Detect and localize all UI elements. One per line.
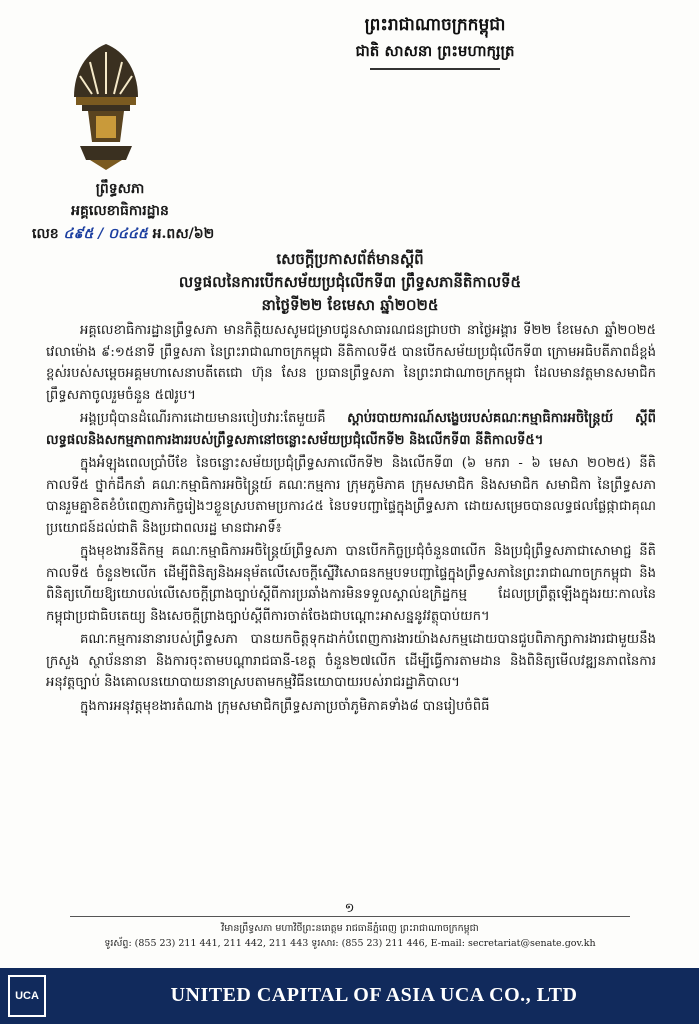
issuer-department: អគ្គលេខាធិការដ្ឋាន — [71, 203, 169, 219]
national-motto: ជាតិ សាសនា ព្រះមហាក្សត្រ — [355, 42, 515, 60]
paragraph-4: ក្នុងមុខងារនីតិកម្ម គណៈកម្មាធិការអចិន្ត្រៃយ៍ព្រឹទ្ធសភា បានបើកកិច្ចប្រជុំចំនួន៣លើក និងប្រជុំព្រឹទ្ធសភាជាសោមាជ្ជ នីតិកាលទី៥ ចំនួន២លើក ដើម្បីពិនិត្យនិងអនុម័តលើសេចក្តីស្នើវិសោធនកម្មបទបញ្ជាផ្ទៃក្នុងព្រឹទ្ធសភានៃព្រះរាជាណាចក្រកម្ពុជា និងពិនិត្យហើយឱ្យយោបល់លើសេចក្តីព្រាងច្បាប់ស្តីពីការប្រឆាំងការមិនទទួលស្គាល់ឧក្រិដ្ឋកម្ម ដែលប្រព្រឹត្តឡើងក្នុងរយៈកាលនៃកម្ពុជាប្រជាធិបតេយ្យ និងសេចក្តីព្រាងច្បាប់ស្តីពីការចាត់ចែងជាបណ្តោះអាសន្ននូវវត្ថុបាប់យក។ — [46, 544, 656, 624]
paragraph-6: ក្នុងការអនុវត្តមុខងារតំណាង ក្រុមសមាជិកព្រឹទ្ធសភាប្រចាំភូមិភាគទាំង៨ បានរៀបចំពិធី — [80, 698, 490, 714]
paragraph-2-lead: អង្គប្រជុំបានដំណើរការដោយមានរបៀបវារៈតែមួយគឺ — [80, 411, 348, 426]
paragraph-3: ក្នុងអំឡុងពេលប្រាំបីខែ នៃចន្លោះសម័យប្រជុំព្រឹទ្ធសភាលើកទី២ និងលើកទី៣ (៦ មករា - ៦ មេសា ២០២៥) នីតិកាលទី៥ ថ្នាក់ដឹកនាំ គណៈកម្មាធិការអចិន្ត្រៃយ៍ គណៈកម្មការ ក្រុមភូមិភាគ ក្រុមសមាជិក និងសមាជិក សមាជិកា នៃព្រឹទ្ធសភា បានរួមគ្នាខិតខំបំពេញភារកិច្ចរៀងៗខ្លួនស្របតាមប្រការ៤៥ នៃបទបញ្ជាផ្ទៃក្នុងព្រឹទ្ធសភា ដោយសម្រេចបានលទ្ធផលផ្លែផ្កាជាគុណប្រយោជន៍ដល់ជាតិ និងប្រជាពលរដ្ឋ មានជាអាទិ៍៖ — [46, 456, 656, 536]
footer-address: វិមានព្រឹទ្ធសភា មហាវិថីព្រះនរោត្តម រាជធានីភ្នំពេញ ព្រះរាជាណាចក្រកម្ពុជា — [221, 923, 479, 934]
reference-number — [32, 224, 214, 245]
senate-emblem-icon — [66, 42, 146, 172]
paragraph-5: គណៈកម្មការនានារបស់ព្រឹទ្ធសភា បានយកចិត្តទុកដាក់បំពេញការងារយ៉ាងសកម្មដោយបានជួបពិភាក្សាការងារជាមួយនឹងក្រសួង ស្ថាប័ននានា និងការចុះតាមបណ្តារាជធានី-ខេត្ត ចំនួន២៧លើក ដើម្បីធ្វើការតាមដាន និងពិនិត្យមើលវឌ្ឍនភាពនៃការអនុវត្តច្បាប់ និងគោលនយោបាយនានាស្របតាមកម្មវិធីនយោបាយរបស់រាជរដ្ឋាភិបាល។ — [46, 632, 656, 690]
issuer-name: ព្រឹទ្ធសភា — [95, 181, 145, 197]
footer-divider — [70, 916, 630, 917]
paragraph-2-agenda: ស្តាប់របាយការណ៍សង្ខេបរបស់គណៈកម្មាធិការអចិន្ត្រៃយ៍ ស្តីពីលទ្ធផលនិងសកម្មភាពការងាររបស់ព្រឹទ្ធសភានៅចន្លោះសម័យប្រជុំលើកទី២ និងលើកទី៣ នីតិកាលទី៥។ — [46, 411, 656, 448]
title-line-2: លទ្ធផលនៃការបើកសម័យប្រជុំលើកទី៣ ព្រឹទ្ធសភានីតិកាលទី៥ — [178, 273, 522, 291]
issuer-block — [40, 178, 200, 222]
title-line-1: សេចក្តីប្រកាសព័ត៌មានស្តីពី — [276, 250, 424, 268]
paragraph-2 — [46, 408, 656, 451]
title-line-3: នាថ្ងៃទី២២ ខែមេសា ឆ្នាំ២០២៥ — [261, 296, 439, 314]
footer — [40, 921, 660, 951]
company-name: UNITED CAPITAL OF ASIA UCA CO., LTD — [170, 984, 578, 1006]
uca-logo-icon: UCA — [8, 975, 46, 1017]
reference-prefix: លេខ — [32, 226, 59, 242]
document-title — [80, 248, 620, 317]
footer-contact: ទូរស័ព្ទ: (855 23) 211 441, 211 442, 211 443 ទូរសារ: (855 23) 211 446, E-mail: secretariat@senate.gov.kh — [104, 938, 596, 949]
header-divider — [370, 68, 500, 70]
page-number: ១ — [344, 901, 355, 916]
reference-suffix: អ.ពស/៦២ — [152, 226, 215, 242]
kingdom-title: ព្រះរាជាណាចក្រកម្ពុជា — [364, 15, 506, 35]
reference-handwritten: ៤៩៥ / ០៤៤៥ — [63, 226, 148, 242]
paragraph-1: អគ្គលេខាធិការដ្ឋានព្រឹទ្ធសភា មានកិត្តិយសសូមជម្រាបជូនសាធារណជនជ្រាបថា នាថ្ងៃអង្គារ ទី២២ ខែមេសា ឆ្នាំ២០២៥ វេលាម៉ោង ៩:១៥នាទី ព្រឹទ្ធសភា នៃព្រះរាជាណាចក្រកម្ពុជា នីតិកាលទី៥ បានបើកសម័យប្រជុំលើកទី៣ ក្រោមអធិបតីភាពដ៏ខ្ពង់ខ្ពស់របស់សម្តេចអគ្គមហាសេនាបតីតេជោ ហ៊ុន សែន ប្រធានព្រឹទ្ធសភា នៃព្រះរាជាណាចក្រកម្ពុជា ដែលមានវត្តមានសមាជិកព្រឹទ្ធសភាចូលរួមចំនួន ៥៧រូប។ — [46, 323, 656, 403]
kingdom-header — [210, 12, 660, 70]
document-body — [46, 320, 656, 719]
